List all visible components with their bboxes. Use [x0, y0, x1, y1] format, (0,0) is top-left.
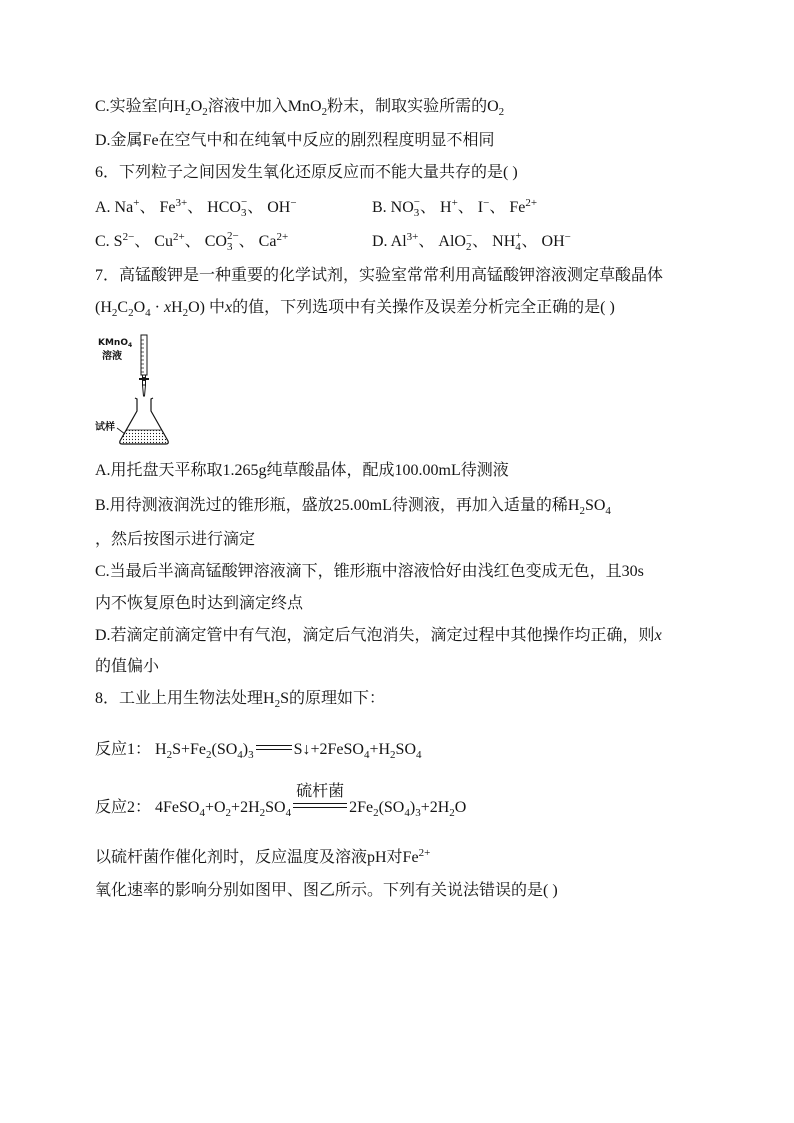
- text-run: O: [133, 299, 146, 316]
- text-run: O: [190, 98, 203, 115]
- q6-option-d: [372, 231, 571, 253]
- q7-option-b-line2: [95, 530, 255, 550]
- superscript: 2+: [172, 231, 185, 243]
- subscript: 2: [465, 241, 472, 253]
- q5-option-c: [95, 97, 504, 117]
- q8-text-line2: [95, 881, 558, 901]
- subscript: 2: [111, 307, 118, 319]
- text-run: ，然后按图示进行滴定: [95, 531, 256, 548]
- superscript: 2+: [525, 197, 538, 209]
- text-run: S+Fe: [172, 741, 206, 758]
- subscript: 2: [449, 807, 455, 819]
- text-run: B.用待测液润洗过的锥形瓶，盛放25.00mL待测液，再加入适量的稀H: [95, 497, 580, 514]
- text-run: 反应2： 4FeSO: [95, 799, 200, 816]
- superscript: −: [465, 230, 473, 242]
- text-run: 的值，下列选项中有关操作及误差分析完全正确的是( ): [232, 299, 615, 316]
- text-run: S的原理如下：: [280, 690, 385, 707]
- text-run: SO: [584, 497, 606, 514]
- subscript: 3: [226, 241, 233, 253]
- text-run: C.实验室向H: [95, 98, 186, 115]
- text-run: ): [409, 799, 416, 816]
- text-run: 、 Fe: [139, 199, 176, 216]
- superscript: +: [133, 197, 140, 209]
- subscript: 4: [515, 241, 521, 253]
- reaction-equals-sign: [256, 745, 292, 750]
- superscript: 2−: [226, 230, 239, 242]
- titration-figure: [95, 333, 175, 453]
- text-run: C: [117, 299, 129, 316]
- superscript: 3+: [406, 231, 419, 243]
- subscript: 2: [373, 807, 379, 819]
- subscript: 2: [205, 749, 212, 761]
- superscript: −: [240, 196, 248, 208]
- subscript: 2: [166, 749, 173, 761]
- sample-label: 试样: [95, 422, 115, 433]
- superscript: 2−: [122, 231, 135, 243]
- text-run: A.用托盘天平称取1.265g纯草酸晶体，配成100.00mL待测液: [95, 462, 509, 479]
- text-run: +H: [369, 741, 391, 758]
- text-run: D.若滴定前滴定管中有气泡，滴定后气泡消失，滴定过程中其他操作均正确，则: [95, 627, 655, 644]
- subscript: 4: [145, 307, 151, 319]
- text-run: 、 OH: [247, 199, 291, 216]
- text-run: +2H: [231, 799, 260, 816]
- q8-reaction-2: [95, 783, 467, 819]
- conical-flask: [120, 398, 169, 444]
- subscript: 4: [404, 807, 410, 819]
- superscript: −: [413, 196, 420, 208]
- text-run: 、 Cu: [134, 233, 173, 250]
- q6-option-a: [95, 197, 297, 219]
- text-run: +2H: [420, 799, 450, 816]
- reaction-condition-sign: [293, 783, 347, 808]
- text-run: +O: [204, 799, 226, 816]
- text-run: 8．工业上用生物法处理H: [95, 690, 275, 707]
- text-run: O: [454, 799, 467, 816]
- subscript: 2: [498, 106, 505, 118]
- text-run: B. NO: [372, 199, 414, 216]
- text-run: A. Na: [95, 199, 134, 216]
- italic-variable: x: [163, 299, 172, 316]
- text-run: (SO: [211, 741, 238, 758]
- subscript: 3: [248, 749, 254, 761]
- subscript: 4: [237, 749, 243, 761]
- q7-option-d-line1: [95, 626, 662, 646]
- superscript: +: [515, 230, 522, 242]
- q7-option-c-line1: [95, 562, 644, 582]
- q7-stem-line2: [95, 298, 615, 318]
- subscript: 4: [416, 749, 422, 761]
- text-run: 2Fe: [349, 799, 374, 816]
- reagent-solution-label: 溶液: [102, 351, 122, 362]
- charge-stack: [227, 231, 239, 253]
- text-run: 6．下列粒子之间因发生氧化还原反应而不能大量共存的是( ): [95, 164, 518, 181]
- q7-option-c-line2: [95, 594, 303, 614]
- subscript: 2: [185, 106, 191, 118]
- q7-stem-line1: [95, 266, 663, 286]
- reagent-label: KMnO$_4$: [98, 338, 133, 349]
- subscript: 2: [202, 106, 208, 118]
- subscript: 2: [390, 749, 396, 761]
- text-run: (SO: [378, 799, 405, 816]
- text-run: 氧化速率的影响分别如图甲、图乙所示。下列有关说法错误的是( ): [95, 882, 558, 899]
- text-run: (H: [95, 299, 112, 316]
- subscript: 3: [415, 807, 421, 819]
- superscript: 2+: [418, 847, 431, 859]
- subscript: 4: [285, 807, 292, 819]
- text-run: 、 H: [420, 199, 452, 216]
- text-run: 、 AlO: [418, 233, 466, 250]
- text-run: ): [242, 741, 249, 758]
- text-run: SO: [265, 799, 286, 816]
- text-run: ·: [150, 299, 164, 316]
- subscript: 2: [225, 807, 232, 819]
- superscript: −: [290, 197, 297, 209]
- text-run: 、 Ca: [238, 233, 277, 250]
- text-run: C.当最后半滴高锰酸钾溶液滴下，锥形瓶中溶液恰好由浅红色变成无色，且30s: [95, 563, 644, 580]
- text-run: 、 HCO: [187, 199, 241, 216]
- q6-stem: [95, 163, 518, 183]
- text-run: 的值偏小: [95, 658, 160, 675]
- superscript: 3+: [175, 197, 188, 209]
- q8-text-line1: [95, 848, 430, 868]
- subscript: 4: [605, 505, 611, 517]
- text-run: 、 Fe: [489, 199, 526, 216]
- italic-variable: x: [654, 627, 662, 644]
- text-run: 内不恢复原色时达到滴定终点: [95, 595, 304, 612]
- text-run: S↓+2FeSO: [293, 741, 364, 758]
- text-run: 、 I: [457, 199, 484, 216]
- q6-option-b: [372, 197, 537, 219]
- text-run: SO: [395, 741, 416, 758]
- superscript: 2+: [276, 231, 289, 243]
- text-run: 、 OH: [521, 233, 565, 250]
- burette: [139, 335, 149, 396]
- superscript: −: [564, 231, 571, 243]
- text-run: 7．高锰酸钾是一种重要的化学试剂，实验室常常利用高锰酸钾溶液测定草酸晶体: [95, 267, 664, 284]
- text-run: 反应1： H: [95, 741, 167, 758]
- text-run: 粉末，制取实验所需的O: [327, 98, 499, 115]
- subscript: 2: [274, 698, 281, 710]
- text-run: C. S: [95, 233, 123, 250]
- q5-option-d: [95, 131, 495, 151]
- subscript: 4: [363, 749, 370, 761]
- superscript: −: [483, 197, 490, 209]
- reaction-condition: 硫杆菌: [296, 783, 345, 800]
- q8-stem: [95, 689, 385, 709]
- q8-reaction-1: [95, 740, 422, 760]
- q6-option-c: [95, 231, 288, 253]
- subscript: 3: [413, 207, 420, 219]
- subscript: 4: [199, 807, 205, 819]
- q7-option-b-line1: [95, 496, 611, 516]
- text-run: 以硫杆菌作催化剂时，反应温度及溶液pH对Fe: [95, 849, 419, 866]
- sample-leader-line: [117, 428, 125, 434]
- subscript: 2: [579, 505, 585, 517]
- text-run: O) 中: [188, 299, 226, 316]
- q7-option-d-line2: [95, 657, 159, 677]
- text-run: 、 CO: [184, 233, 227, 250]
- text-run: D. Al: [372, 233, 407, 250]
- subscript: 2: [259, 807, 266, 819]
- subscript: 2: [321, 106, 328, 118]
- italic-variable: x: [225, 299, 233, 316]
- subscript: 3: [240, 207, 247, 219]
- text-run: 溶液中加入MnO: [207, 98, 322, 115]
- superscript: +: [451, 197, 458, 209]
- text-run: D.金属Fe在空气中和在纯氧中反应的剧烈程度明显不相同: [95, 132, 495, 149]
- text-run: H: [171, 299, 183, 316]
- text-run: 、 NH: [472, 233, 516, 250]
- subscript: 2: [182, 307, 189, 319]
- subscript: 2: [128, 307, 134, 319]
- q7-option-a: [95, 461, 509, 481]
